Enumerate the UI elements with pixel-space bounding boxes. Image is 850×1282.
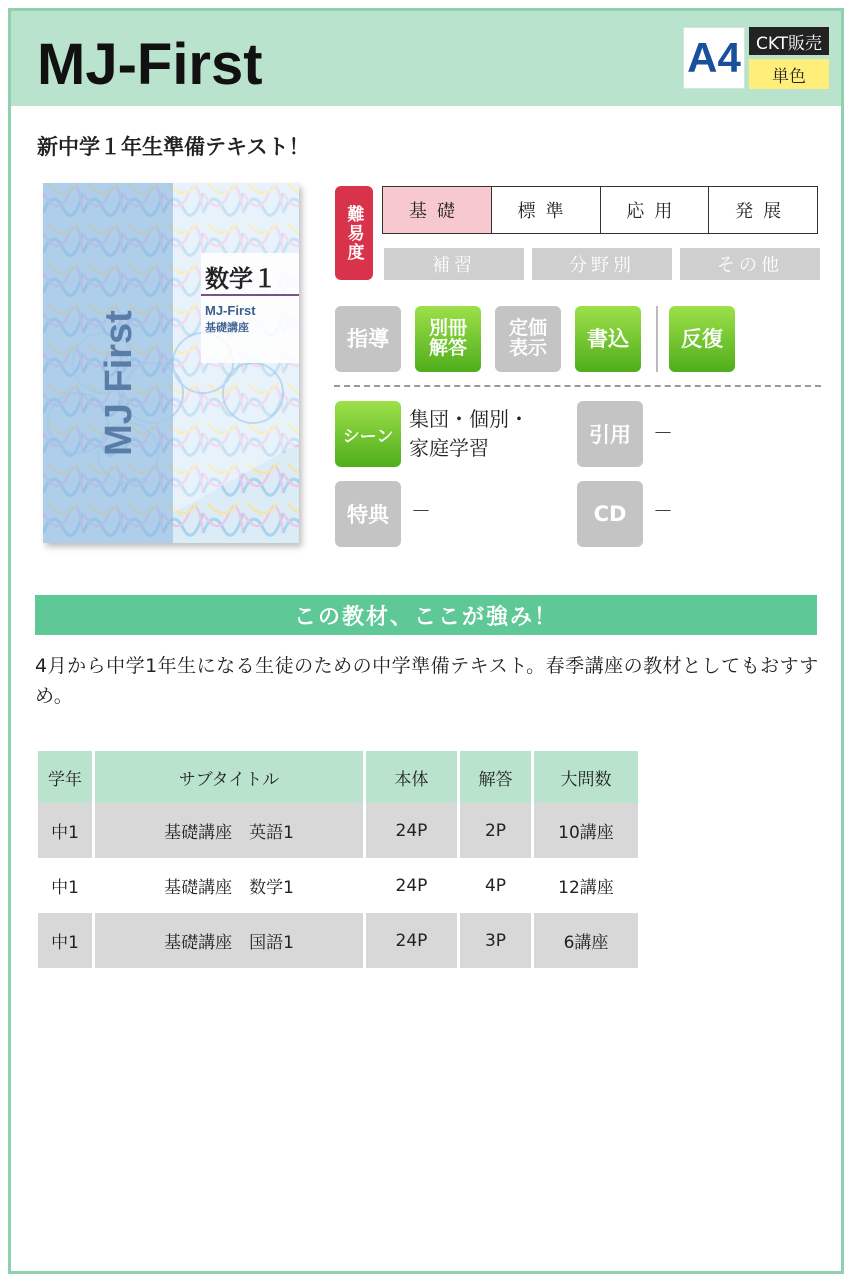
cover-course: 基礎講座 <box>205 321 249 334</box>
col-subtitle: サブタイトル <box>95 751 363 803</box>
cell-lesson-count: 10講座 <box>534 803 638 858</box>
feature-divider <box>656 306 658 372</box>
col-answer-pages: 解答 <box>460 751 531 803</box>
cell-grade: 中1 <box>38 858 92 913</box>
tag-cd-value: － <box>653 499 673 523</box>
cover-spine-text: MJ First <box>98 310 140 456</box>
subtitle: 新中学１年生準備テキスト！ <box>37 135 310 159</box>
feature-repetition: 反復 <box>669 306 735 372</box>
table-row <box>38 858 638 913</box>
cell-answer-pages: 3P <box>460 913 531 968</box>
feature-price-shown: 定価 表示 <box>495 306 561 372</box>
table-row <box>38 803 638 858</box>
cover-subject: 数学１ <box>205 265 277 293</box>
cell-answer-pages: 4P <box>460 858 531 913</box>
product-title: MJ-First <box>37 32 263 97</box>
tag-scene: シーン <box>335 401 401 467</box>
cell-subtitle: 基礎講座 英語1 <box>95 803 363 858</box>
tag-quote: 引用 <box>577 401 643 467</box>
cover-series: MJ-First <box>205 303 256 318</box>
table-row <box>38 913 638 968</box>
sub-level-by-field: 分野別 <box>532 248 672 280</box>
cell-answer-pages: 2P <box>460 803 531 858</box>
tag-cd: CD <box>577 481 643 547</box>
col-main-pages: 本体 <box>366 751 457 803</box>
sub-levels <box>384 248 820 280</box>
cell-lesson-count: 12講座 <box>534 858 638 913</box>
level-standard: 標準 <box>492 187 601 233</box>
tag-scene-value: 集団・個別・ 家庭学習 <box>409 407 529 460</box>
book-cover-graphic <box>43 183 299 543</box>
strength-banner: この教材、ここが強み！ <box>35 595 817 635</box>
level-applied: 応用 <box>601 187 710 233</box>
cell-main-pages: 24P <box>366 803 457 858</box>
cell-grade: 中1 <box>38 803 92 858</box>
difficulty-label: 難易度 <box>335 186 373 280</box>
cell-main-pages: 24P <box>366 858 457 913</box>
feature-separate-answers: 別冊 解答 <box>415 306 481 372</box>
difficulty-levels <box>382 186 818 234</box>
book-cover-image <box>43 183 299 543</box>
tag-bonus: 特典 <box>335 481 401 547</box>
level-basic: 基礎 <box>383 187 492 233</box>
product-card <box>8 8 844 1274</box>
level-advanced: 発展 <box>709 187 817 233</box>
size-badge: A4 <box>683 27 745 89</box>
cell-grade: 中1 <box>38 913 92 968</box>
tag-bonus-value: － <box>411 499 431 523</box>
sub-level-remedial: 補習 <box>384 248 524 280</box>
cell-subtitle: 基礎講座 国語1 <box>95 913 363 968</box>
col-grade: 学年 <box>38 751 92 803</box>
dashed-divider <box>334 385 821 387</box>
tag-quote-value: － <box>653 421 673 445</box>
strength-description: 4月から中学1年生になる生徒のための中学準備テキスト。春季講座の教材としてもおすすめ。 <box>35 655 819 708</box>
table-header-row <box>38 751 638 803</box>
color-badge: 単色 <box>749 59 829 89</box>
feature-guidance: 指導 <box>335 306 401 372</box>
col-lesson-count: 大問数 <box>534 751 638 803</box>
cell-lesson-count: 6講座 <box>534 913 638 968</box>
sub-level-other: その他 <box>680 248 820 280</box>
cell-subtitle: 基礎講座 数学1 <box>95 858 363 913</box>
sale-badge: CKT販売 <box>749 27 829 55</box>
contents-table <box>35 751 641 968</box>
feature-writable: 書込 <box>575 306 641 372</box>
header-bar <box>11 11 841 106</box>
cell-main-pages: 24P <box>366 913 457 968</box>
